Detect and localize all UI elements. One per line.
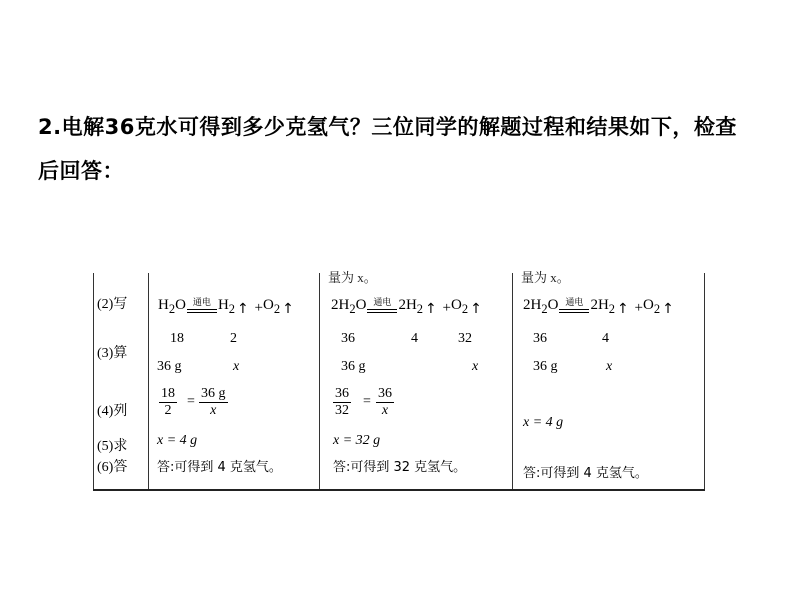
product-oxygen: $O_2$ — [642, 297, 661, 316]
proportion-left-col2: $\frac{36}{32}$ — [335, 386, 349, 418]
equals-sign: = — [187, 394, 195, 409]
product-hydrogen: $2H_2$ — [398, 297, 424, 316]
table-border-bottom — [93, 489, 705, 491]
step-label-write: (2)写 — [97, 297, 128, 312]
answer-col2: 答:可得到 32 克氢气。 — [333, 460, 467, 475]
table-border-right — [704, 273, 705, 491]
cutoff-text-col3: 量为 x。 — [521, 270, 570, 285]
solve-result-col3: x = 4 g — [523, 415, 564, 430]
reactant: $2H_2O$ — [523, 297, 559, 316]
table-border-left — [93, 273, 94, 491]
product-hydrogen: $2H_2$ — [590, 297, 616, 316]
gas-arrow-icon: ↑ — [425, 301, 437, 317]
question-number: 2. — [38, 115, 62, 139]
step-label-calc: (3)算 — [97, 346, 128, 361]
unknown-col1: x — [233, 359, 240, 374]
proportion-right-col2: $\frac{36}{x}$ — [378, 386, 392, 418]
solution-table — [93, 270, 705, 491]
table-divider-2 — [319, 273, 320, 491]
product-hydrogen: $H_2$ — [217, 297, 236, 316]
cutoff-text-col2: 量为 x。 — [328, 270, 377, 285]
gas-arrow-icon: ↑ — [282, 301, 294, 317]
solve-result-col2: x = 32 g — [333, 433, 381, 448]
electrolysis-condition: 通电 — [187, 301, 217, 317]
mass-hydrogen-col3: 4 — [602, 331, 609, 346]
unknown-col3: x — [606, 359, 613, 374]
given-mass-col3: 36 g — [533, 359, 558, 374]
mass-water-col3: 36 — [533, 331, 547, 346]
electrolysis-condition: 通电 — [367, 301, 397, 317]
question-body: 电解36克水可得到多少克氢气？三位同学的解题过程和结果如下，检查后回答： — [38, 115, 737, 183]
gas-arrow-icon: ↑ — [662, 301, 674, 317]
reactant: $H_2O$ — [158, 297, 186, 316]
mass-water-col1: 18 — [170, 331, 184, 346]
unknown-col2: x — [472, 359, 479, 374]
table-divider-1 — [148, 273, 149, 491]
step-label-solve: (5)求 — [97, 439, 128, 454]
mass-hydrogen-col1: 2 — [230, 331, 237, 346]
gas-arrow-icon: ↑ — [470, 301, 482, 317]
mass-oxygen-col2: 32 — [458, 331, 472, 346]
proportion-left-col1: $\frac{18}{2}$ — [161, 386, 175, 418]
product-oxygen: $O_2$ — [262, 297, 281, 316]
product-oxygen: $O_2$ — [450, 297, 469, 316]
question-text — [38, 105, 758, 193]
gas-arrow-icon: ↑ — [237, 301, 249, 317]
mass-hydrogen-col2: 4 — [411, 331, 418, 346]
equation-col1: $H_2O$ 通电 $H_2$ ↑ + $O_2$ ↑ — [158, 297, 294, 317]
electrolysis-condition: 通电 — [559, 301, 589, 317]
proportion-right-col1: $\frac{36 g}{x}$ — [201, 386, 226, 418]
mass-water-col2: 36 — [341, 331, 355, 346]
gas-arrow-icon: ↑ — [617, 301, 629, 317]
solve-result-col1: x = 4 g — [157, 433, 198, 448]
step-label-answer: (6)答 — [97, 460, 128, 475]
given-mass-col2: 36 g — [341, 359, 366, 374]
equation-col2: $2H_2O$ 通电 $2H_2$ ↑ + $O_2$ ↑ — [331, 297, 482, 317]
table-divider-3 — [512, 273, 513, 491]
equals-sign: = — [363, 394, 371, 409]
given-mass-col1: 36 g — [157, 359, 182, 374]
reactant: $2H_2O$ — [331, 297, 367, 316]
step-label-list: (4)列 — [97, 404, 128, 419]
equation-col3: $2H_2O$ 通电 $2H_2$ ↑ + $O_2$ ↑ — [523, 297, 674, 317]
answer-col1: 答:可得到 4 克氢气。 — [157, 460, 282, 475]
answer-col3: 答:可得到 4 克氢气。 — [523, 466, 648, 481]
